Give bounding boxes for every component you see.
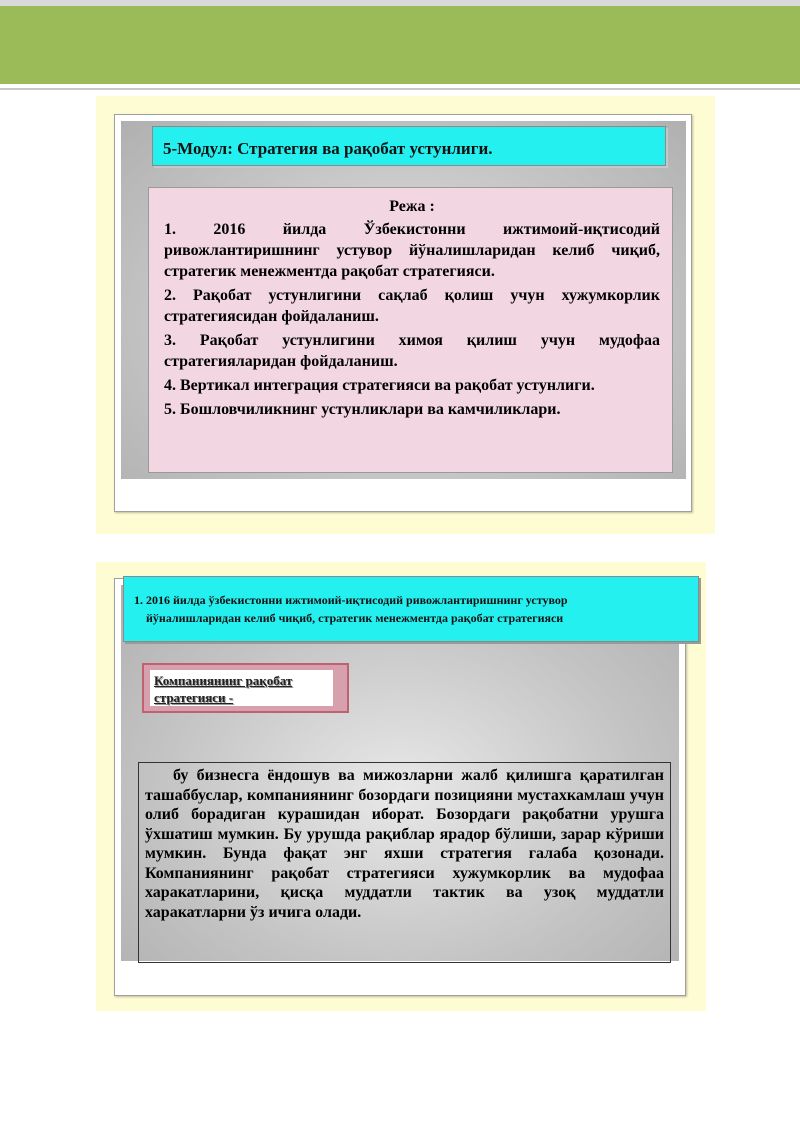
plan-item-4: 4. Вертикал интеграция стратегияси ва рақобат устунлиги. [164, 377, 595, 394]
plan-box [148, 187, 673, 473]
definition-text-box [138, 762, 671, 963]
definition-text: бу бизнесга ёндошув ва мижозларни жалб қилишга қаратилган ташаббуслар, компаниянинг бозордаги позицияни мустахкамлаш учун олиб борадиган курашидан иборат. Бозордаги рақобатни урушга ўхшатиш мумкин. Бу урушда рақиблар ярадор бўлиши, зарар кўриши мумкин. Бунда фақат энг яхши стратегия галаба қозонади. Компаниянинг рақобат стратегияси хужумкорлик ва мудофаа харакатларини, қисқа муддатли тактик ва узоқ муддатли харакатларни ўз ичига олади. [145, 767, 664, 921]
slide-2-title [134, 591, 690, 627]
slide-1 [96, 96, 715, 534]
plan-item-2: 2. Рақобат устунлигини сақлаб қолиш учун хужумкорлик стратегиясидан фойдаланиш. [164, 287, 660, 325]
strategy-label: Компаниянинг рақобат стратегияси - [150, 670, 333, 706]
slide-1-title: 5-Модул: Стратегия ва рақобат устунлиги. [163, 139, 493, 158]
plan-item-1: 1. 2016 йилда Ўзбекистонни ижтимоий-иқтисодий ривожлантиришнинг устувор йўналишларидан келиб чиқиб, стратегик менежментда рақобат стратегияси. [164, 221, 660, 280]
slide-2-title-line-1: 1. 2016 йилда ўзбекистонни ижтимоий-иқтисодий ривожлантиришнинг устувор [134, 593, 568, 607]
plan-item-3: 3. Рақобат устунлигини химоя қилиш учун мудофаа стратегияларидан фойдаланиш. [164, 332, 660, 370]
plan-heading: Режа : [389, 198, 435, 215]
strategy-label-box [142, 663, 349, 713]
header-divider [0, 88, 800, 90]
slide-2 [96, 562, 706, 1011]
slide-1-title-box [152, 126, 666, 166]
plan-item-5: 5. Бошловчиликнинг устунликлари ва камчиликлари. [164, 401, 561, 418]
slide-2-title-box [123, 576, 699, 642]
slide-2-title-line-2: йўналишларидан келиб чиқиб, стратегик менежментда рақобат стратегияси [146, 611, 564, 625]
header-band [0, 0, 800, 84]
